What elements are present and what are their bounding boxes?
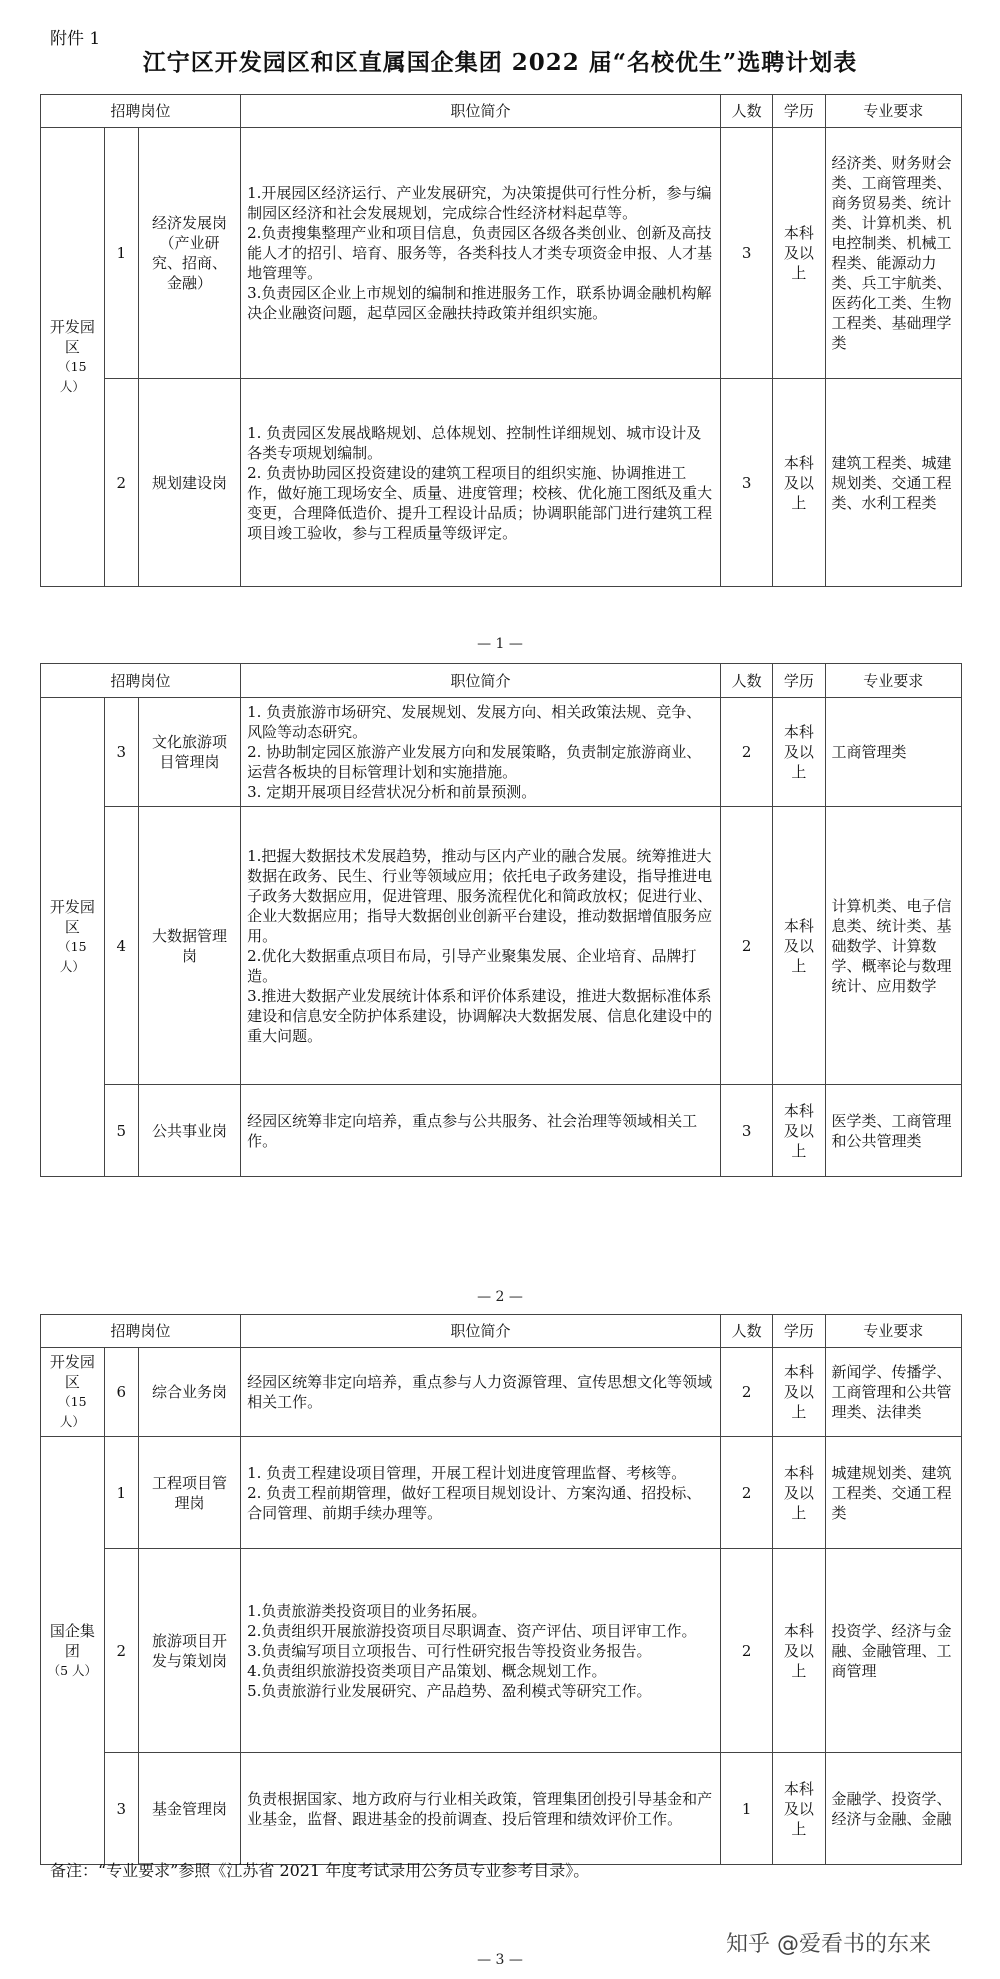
headcount: 3 xyxy=(720,128,772,379)
header-major: 专业要求 xyxy=(825,95,961,128)
position-description: 1.开展园区经济运行、产业发展研究，为决策提供可行性分析，参与编制园区经济和社会发展规划，完成综合性经济材料起草等。 2.负责搜集整理产业和项目信息，负责园区各级各类创业、创新及高技能人才的招引、培育、服务等，各类科技人才类专项资金申报、人才基地管理等。 3.负责园区企业上市规划的编制和推进服务工作，联系协调金融机构解决企业融资问题，起草园区金融扶持政策并组织实施。 xyxy=(241,128,721,379)
position-name: 基金管理岗 xyxy=(138,1753,240,1865)
unit-name: 开发园区 xyxy=(49,898,95,936)
header-count: 人数 xyxy=(720,95,772,128)
plan-table-page-3 xyxy=(40,1314,962,1865)
education-requirement: 本科及以上 xyxy=(773,1085,825,1177)
headcount: 1 xyxy=(720,1753,772,1865)
headcount: 2 xyxy=(720,698,772,807)
row-number: 4 xyxy=(104,807,138,1085)
major-requirement: 工商管理类 xyxy=(825,698,961,807)
unit-name: 国企集团 xyxy=(49,1621,95,1660)
position-name: 规划建设岗 xyxy=(138,379,240,587)
major-requirement: 医学类、工商管理和公共管理类 xyxy=(825,1085,961,1177)
source-credit: 知乎 @爱看书的东来 xyxy=(726,1932,931,1957)
position-description: 1. 负责旅游市场研究、发展规划、发展方向、相关政策法规、竞争、风险等动态研究。 2. 协助制定园区旅游产业发展方向和发展策略，负责制定旅游商业、运营各板块的目标管理计划和实施措施。 3. 定期开展项目经营状况分析和前景预测。 xyxy=(241,698,721,807)
row-number: 1 xyxy=(104,128,138,379)
header-position: 招聘岗位 xyxy=(41,664,241,698)
footnote: 备注：“专业要求”参照《江苏省 2021 年度考试录用公务员专业参考目录》。 xyxy=(50,1861,590,1880)
header-count: 人数 xyxy=(720,664,772,698)
document-title: 江宁区开发园区和区直属国企集团 2022 届“名校优生”选聘计划表 xyxy=(142,49,858,76)
headcount: 2 xyxy=(720,1437,772,1549)
unit-count: （5 人） xyxy=(47,1662,98,1678)
position-description: 1. 负责园区发展战略规划、总体规划、控制性详细规划、城市设计及各类专项规划编制。 2. 负责协助园区投资建设的建筑工程项目的组织实施、协调推进工作，做好施工现场安全、质量、进度管理；校核、优化施工图纸及重大变更，合理降低造价、提升工程设计品质；协调职能部门进行建筑工程项目竣工验收，参与工程质量等级评定。 xyxy=(241,379,721,587)
unit-name: 开发园区 xyxy=(49,1353,95,1391)
unit-count: （15 人） xyxy=(58,359,87,394)
row-number: 2 xyxy=(104,379,138,587)
unit-name: 开发园区 xyxy=(49,318,95,356)
major-requirement: 计算机类、电子信息类、统计类、基础数学、计算数学、概率论与数理统计、应用数学 xyxy=(825,807,961,1085)
unit-count: （15 人） xyxy=(58,939,87,974)
header-position: 招聘岗位 xyxy=(41,1315,241,1348)
unit-cell xyxy=(41,1348,105,1437)
major-requirement: 城建规划类、建筑工程类、交通工程类 xyxy=(825,1437,961,1549)
major-requirement: 经济类、财务财会类、工商管理类、商务贸易类、统计类、计算机类、机电控制类、机械工程类、能源动力类、兵工宇航类、医药化工类、生物工程类、基础理学类 xyxy=(825,128,961,379)
header-description: 职位简介 xyxy=(241,95,721,128)
position-name: 综合业务岗 xyxy=(138,1348,240,1437)
row-number: 1 xyxy=(104,1437,138,1549)
unit-cell xyxy=(41,1437,105,1865)
position-description: 1.负责旅游类投资项目的业务拓展。 2.负责组织开展旅游投资项目尽职调查、资产评估、项目评审工作。 3.负责编写项目立项报告、可行性研究报告等投资业务报告。 4.负责组织旅游投资类项目产品策划、概念规划工作。 5.负责旅游行业发展研究、产品趋势、盈利模式等研究工作。 xyxy=(241,1549,721,1753)
position-name: 旅游项目开发与策划岗 xyxy=(138,1549,240,1753)
position-description: 经园区统筹非定向培养，重点参与人力资源管理、宣传思想文化等领域相关工作。 xyxy=(241,1348,721,1437)
attachment-label: 附件 1 xyxy=(50,29,101,49)
position-description: 负责根据国家、地方政府与行业相关政策，管理集团创投引导基金和产业基金，监督、跟进基金的投前调查、投后管理和绩效评价工作。 xyxy=(241,1753,721,1865)
major-requirement: 投资学、经济与金融、金融管理、工商管理 xyxy=(825,1549,961,1753)
page-number: — 1 — xyxy=(477,636,523,652)
header-education: 学历 xyxy=(773,664,825,698)
position-name: 工程项目管理岗 xyxy=(138,1437,240,1549)
row-number: 5 xyxy=(104,1085,138,1177)
unit-cell xyxy=(41,698,105,1177)
position-name: 文化旅游项目管理岗 xyxy=(138,698,240,807)
education-requirement: 本科及以上 xyxy=(773,1549,825,1753)
education-requirement: 本科及以上 xyxy=(773,698,825,807)
headcount: 2 xyxy=(720,1549,772,1753)
headcount: 2 xyxy=(720,807,772,1085)
major-requirement: 新闻学、传播学、工商管理和公共管理类、法律类 xyxy=(825,1348,961,1437)
position-name: 公共事业岗 xyxy=(138,1085,240,1177)
headcount: 2 xyxy=(720,1348,772,1437)
header-count: 人数 xyxy=(720,1315,772,1348)
header-major: 专业要求 xyxy=(825,1315,961,1348)
row-number: 3 xyxy=(104,1753,138,1865)
headcount: 3 xyxy=(720,379,772,587)
position-description: 1.把握大数据技术发展趋势，推动与区内产业的融合发展。统筹推进大数据在政务、民生、行业等领域应用；依托电子政务建设，指导推进电子政务大数据应用，促进管理、服务流程优化和简政放权；促进行业、企业大数据应用；指导大数据创业创新平台建设，推动数据增值服务应用。 2.优化大数据重点项目布局，引导产业聚集发展、企业培育、品牌打造。 3.推进大数据产业发展统计体系和评价体系建设，推进大数据标准体系建设和信息安全防护体系建设，协调解决大数据发展、信息化建设中的重大问题。 xyxy=(241,807,721,1085)
unit-cell xyxy=(41,128,105,587)
position-description: 1. 负责工程建设项目管理，开展工程计划进度管理监督、考核等。 2. 负责工程前期管理，做好工程项目规划设计、方案沟通、招投标、合同管理、前期手续办理等。 xyxy=(241,1437,721,1549)
page-number: — 3 — xyxy=(477,1952,523,1968)
position-description: 经园区统筹非定向培养，重点参与公共服务、社会治理等领域相关工作。 xyxy=(241,1085,721,1177)
header-description: 职位简介 xyxy=(241,1315,721,1348)
row-number: 3 xyxy=(104,698,138,807)
education-requirement: 本科及以上 xyxy=(773,807,825,1085)
unit-count: （15 人） xyxy=(58,1394,87,1429)
position-name: 经济发展岗（产业研究、招商、金融） xyxy=(138,128,240,379)
header-description: 职位简介 xyxy=(241,664,721,698)
education-requirement: 本科及以上 xyxy=(773,1437,825,1549)
header-education: 学历 xyxy=(773,95,825,128)
education-requirement: 本科及以上 xyxy=(773,1753,825,1865)
major-requirement: 建筑工程类、城建规划类、交通工程类、水利工程类 xyxy=(825,379,961,587)
page-number: — 2 — xyxy=(477,1289,523,1305)
plan-table-page-1 xyxy=(40,94,962,587)
header-education: 学历 xyxy=(773,1315,825,1348)
header-position: 招聘岗位 xyxy=(41,95,241,128)
row-number: 6 xyxy=(104,1348,138,1437)
row-number: 2 xyxy=(104,1549,138,1753)
position-name: 大数据管理岗 xyxy=(138,807,240,1085)
header-major: 专业要求 xyxy=(825,664,961,698)
education-requirement: 本科及以上 xyxy=(773,128,825,379)
major-requirement: 金融学、投资学、经济与金融、金融 xyxy=(825,1753,961,1865)
plan-table-page-2 xyxy=(40,663,962,1177)
headcount: 3 xyxy=(720,1085,772,1177)
education-requirement: 本科及以上 xyxy=(773,379,825,587)
education-requirement: 本科及以上 xyxy=(773,1348,825,1437)
